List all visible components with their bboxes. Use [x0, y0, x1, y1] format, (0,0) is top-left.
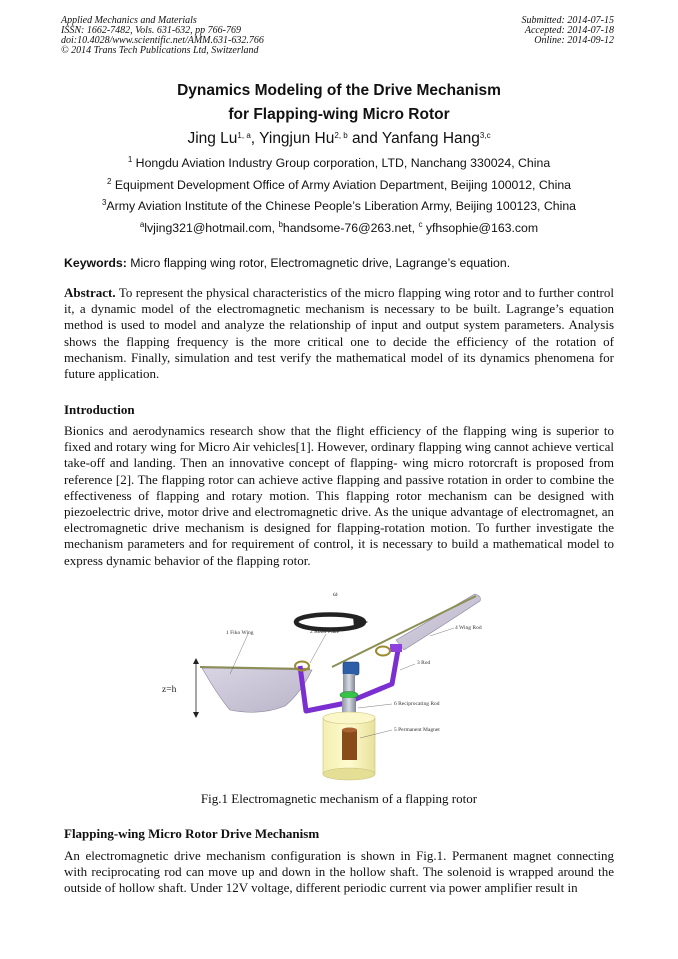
- abstract-label: Abstract.: [64, 285, 116, 300]
- paper-title-line2: for Flapping-wing Micro Rotor: [228, 106, 450, 123]
- author-sup: 2, b: [334, 131, 348, 140]
- rotation-arrow-icon: [296, 615, 368, 630]
- email-link[interactable]: lvjing321@hotmail.com,: [144, 221, 279, 235]
- label-reciprocating-rod: 6 Reciprocating Rod: [394, 701, 440, 707]
- hinge-ring-right: [376, 647, 390, 656]
- affil-sup: 2: [106, 177, 112, 186]
- author-sep: ,: [250, 130, 260, 147]
- journal-name: Applied Mechanics and Materials: [61, 15, 197, 26]
- author-sup: 3,c: [479, 131, 491, 140]
- section2-paragraph: An electromagnetic drive mechanism configuration is shown in Fig.1. Permanent magnet connecting with reciprocating rod can move up and down in the hollow shaft. The solenoid is wrapped around the outside of hollow shaft. Under 12V voltage, different periodic current via power amplifier result in: [64, 848, 614, 896]
- omega-label: ω: [333, 590, 338, 598]
- email-list: [0, 221, 678, 235]
- affil-text: Hongdu Aviation Industry Group corporation, LTD, Nanchang 330024, China: [132, 156, 551, 170]
- email-link[interactable]: handsome-76@263.net,: [282, 221, 419, 235]
- paper-title-line1: Dynamics Modeling of the Drive Mechanism: [177, 82, 501, 99]
- permanent-magnet-icon: [323, 712, 375, 780]
- journal-header: [61, 16, 264, 56]
- online-date: Online: 2014-09-12: [534, 35, 614, 46]
- section2-heading: Flapping-wing Micro Rotor Drive Mechanism: [64, 826, 320, 841]
- issn: ISSN: 1662-7482, Vols. 631-632, pp 766-769: [61, 25, 241, 36]
- right-wing-rod: [332, 596, 476, 667]
- submitted-date: Submitted: 2014-07-15: [521, 15, 614, 26]
- author-name: Yingjun Hu: [259, 130, 335, 147]
- label-wing-rod: 4 Wing Rod: [455, 625, 482, 631]
- label-permanent-magnet: 5 Permanent Magnet: [394, 727, 440, 733]
- affil-text: Equipment Development Office of Army Aviation Department, Beijing 100012, China: [111, 178, 572, 192]
- figure-flapping-rotor: [160, 578, 520, 784]
- affiliation-2: [0, 178, 678, 192]
- affiliation-3: [0, 199, 678, 213]
- keywords-label: Keywords:: [64, 256, 127, 270]
- accepted-date: Accepted: 2014-07-18: [524, 25, 614, 36]
- z-h-label: z=h: [162, 685, 177, 695]
- keywords: [64, 256, 510, 270]
- affil-text: Army Aviation Institute of the Chinese People’s Liberation Army, Beijing 100123, China: [106, 199, 577, 213]
- doi: doi:10.4028/www.scientific.net/AMM.631-632.766: [61, 35, 264, 46]
- author-list: [0, 130, 678, 148]
- keywords-text: Micro flapping wing rotor, Electromagnetic drive, Lagrange’s equation.: [126, 256, 511, 270]
- green-ring-icon: [340, 692, 358, 699]
- rotor-plate-icon: [343, 662, 359, 675]
- copyright: © 2014 Trans Tech Publications Ltd, Switzerland: [61, 45, 259, 56]
- figure-caption: Fig.1 Electromagnetic mechanism of a flapping rotor: [200, 791, 478, 806]
- affiliation-1: [0, 156, 678, 170]
- affil-sup: 3: [101, 198, 107, 207]
- abstract: [64, 285, 614, 382]
- email-link[interactable]: yfhsophie@163.com: [422, 221, 539, 235]
- label-flexible-wing: 1 Fiko Wing: [226, 630, 254, 636]
- email-sup: a: [139, 220, 145, 229]
- intro-heading: Introduction: [64, 402, 135, 417]
- author-name: Jing Lu: [187, 130, 238, 147]
- date-header: [522, 16, 615, 46]
- email-sup: c: [418, 220, 423, 229]
- affil-sup: 1: [127, 155, 133, 164]
- z-h-dimension-arrow: [193, 658, 199, 718]
- author-name: Yanfang Hang: [381, 130, 480, 147]
- author-sup: 1, a: [237, 131, 251, 140]
- label-rotor-plate: 2 Rotor Plate: [310, 629, 340, 635]
- author-sep: and: [347, 130, 382, 147]
- left-wing-icon: [202, 668, 312, 712]
- label-rod: 3 Rod: [417, 660, 431, 666]
- email-sup: b: [278, 220, 283, 229]
- intro-paragraph: Bionics and aerodynamics research show that the flight efficiency of the flapping wing is superior to fixed and rotary wing for Micro Air vehicles[1]. However, ordinary flapping wing cannot achieve vertical take-off and landing. Then an innovative concept of flapping- wing micro rotorcraft is proposed from reference [2]. The flapping rotor can achieve active flapping and passive rotation in order to combine the effectiveness of flapping and rotary motion. This flapping rotor mechanism can be designed with piezoelectric drive, motor drive and electromagnetic drive. As the unique advantage of electromagnet, an electromagnetic drive mechanism is designed for flapping-rotation motion. To further investigate the mechanism parameters and for requirement of control, it is necessary to build a mathematical model to express dynamic behavior of the flapping rotor.: [64, 423, 614, 568]
- right-wing-icon: [396, 594, 480, 650]
- abstract-text: To represent the physical characteristics of the micro flapping wing rotor and to further control it, a dynamic model of the electromagnetic mechanism is necessary to be built. Lagrange’s equation method is used to model and analyze the relationship of input and output system parameters. Analysis shows the flapping frequency is the more critical one to decide the efficiency of the rotation of mechanism. Finally, simulation and test verify the mathematical model of its dynamics phenomena for future application.: [64, 285, 614, 382]
